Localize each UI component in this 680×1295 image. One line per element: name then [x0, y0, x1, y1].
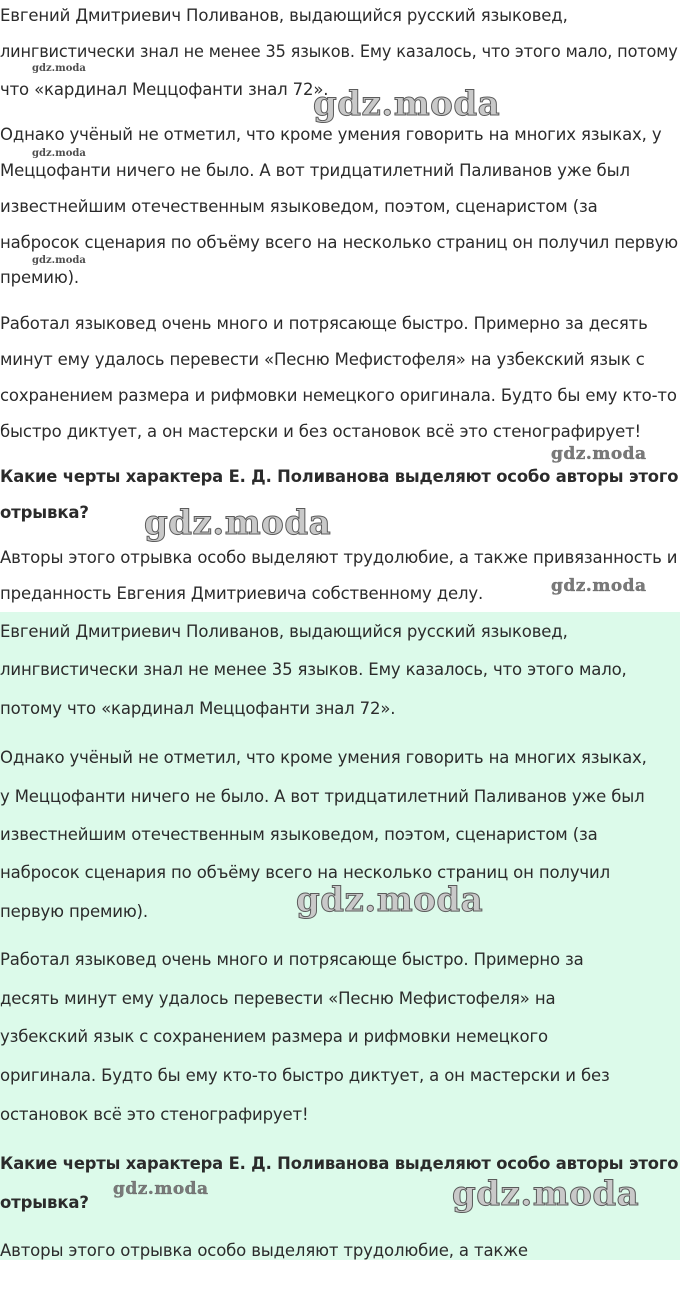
- question-line: Какие черты характера Е. Д. Поливанова выделяют особо авторы этого: [0, 1154, 679, 1173]
- watermark: gdz.moda: [551, 576, 647, 596]
- text-line: Однако учёный не отметил, что кроме умения говорить на многих языках,: [0, 748, 647, 767]
- text-line: набросок сценария по объёму всего на несколько страниц он получил: [0, 863, 610, 882]
- text-line: лингвистически знал не менее 35 языков. Ему казалось, что этого мало, потому: [0, 42, 678, 61]
- answer-line: преданность Евгения Дмитриевича собственному делу.: [0, 584, 484, 603]
- text-line: Работал языковед очень много и потрясающе быстро. Примерно за: [0, 950, 584, 969]
- text-line: Однако учёный не отметил, что кроме умения говорить на многих языках, у: [0, 125, 662, 144]
- text-line: Меццофанти ничего не было. А вот тридцатилетний Паливанов уже был: [0, 161, 630, 180]
- text-line: десять минут ему удалось перевести «Песню Мефистофеля» на: [0, 989, 556, 1008]
- text-line: остановок всё это стенографирует!: [0, 1105, 309, 1124]
- answer-line: Авторы этого отрывка особо выделяют трудолюбие, а также привязанность и: [0, 548, 678, 567]
- text-line: набросок сценария по объёму всего на несколько страниц он получил первую: [0, 233, 678, 252]
- text-line: Евгений Дмитриевич Поливанов, выдающийся русский языковед,: [0, 622, 568, 641]
- text-line: Работал языковед очень много и потрясающе быстро. Примерно за десять: [0, 314, 648, 333]
- answer-line: Авторы этого отрывка особо выделяют трудолюбие, а также: [0, 1241, 528, 1260]
- text-line: известнейшим отечественным языковедом, поэтом, сценаристом (за: [0, 825, 598, 844]
- text-line: что «кардинал Меццофанти знал 72».: [0, 80, 329, 99]
- watermark: gdz.moda: [32, 148, 86, 159]
- watermark: gdz.moda: [32, 255, 86, 266]
- watermark: gdz.moda: [296, 880, 484, 920]
- watermark: gdz.moda: [313, 84, 501, 124]
- question-line: отрывка?: [0, 503, 89, 522]
- watermark: gdz.moda: [113, 1179, 209, 1199]
- text-line: первую премию).: [0, 902, 148, 921]
- text-line: сохранением размера и рифмовки немецкого оригинала. Будто бы ему кто-то: [0, 386, 677, 405]
- text-line: премию).: [0, 268, 79, 287]
- text-line: Евгений Дмитриевич Поливанов, выдающийся русский языковед,: [0, 6, 568, 25]
- text-line: быстро диктует, а он мастерски и без остановок всё это стенографирует!: [0, 422, 642, 441]
- watermark: gdz.moda: [144, 503, 332, 543]
- watermark: gdz.moda: [452, 1174, 640, 1214]
- question-line: Какие черты характера Е. Д. Поливанова выделяют особо авторы этого: [0, 467, 679, 486]
- text-line: узбекский язык с сохранением размера и рифмовки немецкого: [0, 1027, 548, 1046]
- question-line: отрывка?: [0, 1193, 89, 1212]
- text-line: лингвистически знал не менее 35 языков. Ему казалось, что этого мало,: [0, 660, 627, 679]
- watermark: gdz.moda: [551, 444, 647, 464]
- watermark: gdz.moda: [32, 63, 86, 74]
- text-line: известнейшим отечественным языковедом, поэтом, сценаристом (за: [0, 197, 598, 216]
- text-line: оригинала. Будто бы ему кто-то быстро диктует, а он мастерски и без: [0, 1066, 610, 1085]
- text-line: у Меццофанти ничего не было. А вот тридцатилетний Паливанов уже был: [0, 787, 645, 806]
- text-line: потому что «кардинал Меццофанти знал 72».: [0, 699, 396, 718]
- text-line: минут ему удалось перевести «Песню Мефистофеля» на узбекский язык с: [0, 350, 645, 369]
- highlighted-passage: [0, 612, 680, 1260]
